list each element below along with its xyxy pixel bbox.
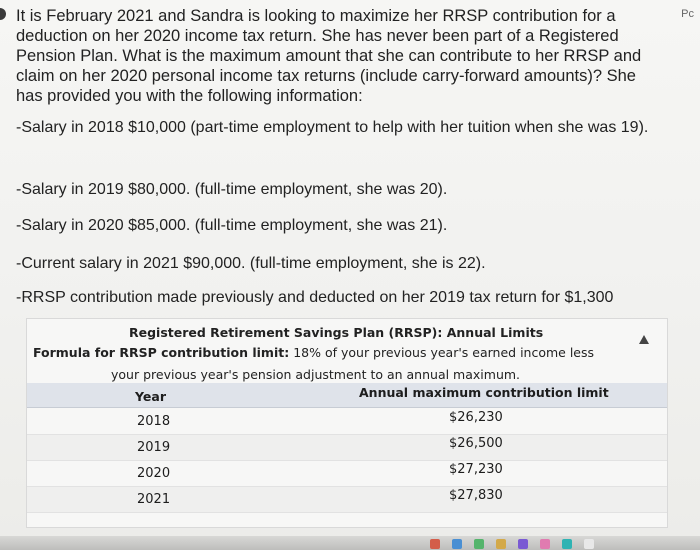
- info-item-salary-2021: -Current salary in 2021 $90,000. (full-time employment, she is 22).: [16, 255, 486, 272]
- info-item-salary-2018: -Salary in 2018 $10,000 (part-time employment to help with her tuition when she was 19).: [16, 119, 649, 136]
- app-icon[interactable]: [518, 539, 528, 549]
- formula-text: 18% of your previous year's earned income less: [289, 345, 595, 360]
- cell-year: 2021: [137, 492, 171, 507]
- cell-year: 2018: [137, 414, 171, 429]
- info-item-previous-contribution: -RRSP contribution made previously and deducted on her 2019 tax return for $1,300: [16, 289, 614, 306]
- cell-limit: $27,830: [449, 488, 503, 503]
- question-line: has provided you with the following information:: [16, 87, 363, 105]
- cell-year: 2020: [137, 466, 171, 481]
- bullet-marker: [0, 8, 6, 20]
- info-item-salary-2020: -Salary in 2020 $85,000. (full-time employment, she was 21).: [16, 217, 448, 234]
- cell-limit: $26,500: [449, 436, 503, 451]
- table-row: [27, 461, 667, 487]
- cell-year: 2019: [137, 440, 171, 455]
- corner-label: Pc: [681, 8, 694, 20]
- app-icon[interactable]: [452, 539, 462, 549]
- table-header-row: [27, 383, 667, 408]
- app-icon[interactable]: [562, 539, 572, 549]
- app-icon[interactable]: [584, 539, 594, 549]
- info-item-salary-2019: -Salary in 2019 $80,000. (full-time employment, she was 20).: [16, 181, 448, 198]
- table-row: [27, 487, 667, 513]
- app-icon[interactable]: [540, 539, 550, 549]
- cell-limit: $27,230: [449, 462, 503, 477]
- header-limit: Annual maximum contribution limit: [359, 385, 609, 400]
- question-line: deduction on her 2020 income tax return. She has never been part of a Registered: [16, 27, 619, 45]
- formula-label: Formula for RRSP contribution limit:: [33, 345, 290, 360]
- formula-line: [33, 345, 594, 360]
- header-year: Year: [135, 389, 166, 404]
- rrsp-limits-table: [26, 318, 668, 528]
- question-line: Pension Plan. What is the maximum amount that she can contribute to her RRSP and: [16, 47, 642, 65]
- app-icon[interactable]: [474, 539, 484, 549]
- question-text: [16, 6, 656, 106]
- table-title: Registered Retirement Savings Plan (RRSP): Annual Limits: [129, 325, 544, 340]
- app-icon[interactable]: [496, 539, 506, 549]
- cursor-arrow-icon: [639, 335, 649, 344]
- formula-line-2: your previous year's pension adjustment to an annual maximum.: [111, 367, 521, 382]
- question-line: It is February 2021 and Sandra is looking to maximize her RRSP contribution for a: [16, 7, 616, 25]
- app-icon[interactable]: [430, 539, 440, 549]
- question-line: claim on her 2020 personal income tax returns (include carry-forward amounts)? She: [16, 67, 636, 85]
- table-row: [27, 435, 667, 461]
- taskbar-strip: [0, 536, 700, 550]
- cell-limit: $26,230: [449, 410, 503, 425]
- table-row: [27, 409, 667, 435]
